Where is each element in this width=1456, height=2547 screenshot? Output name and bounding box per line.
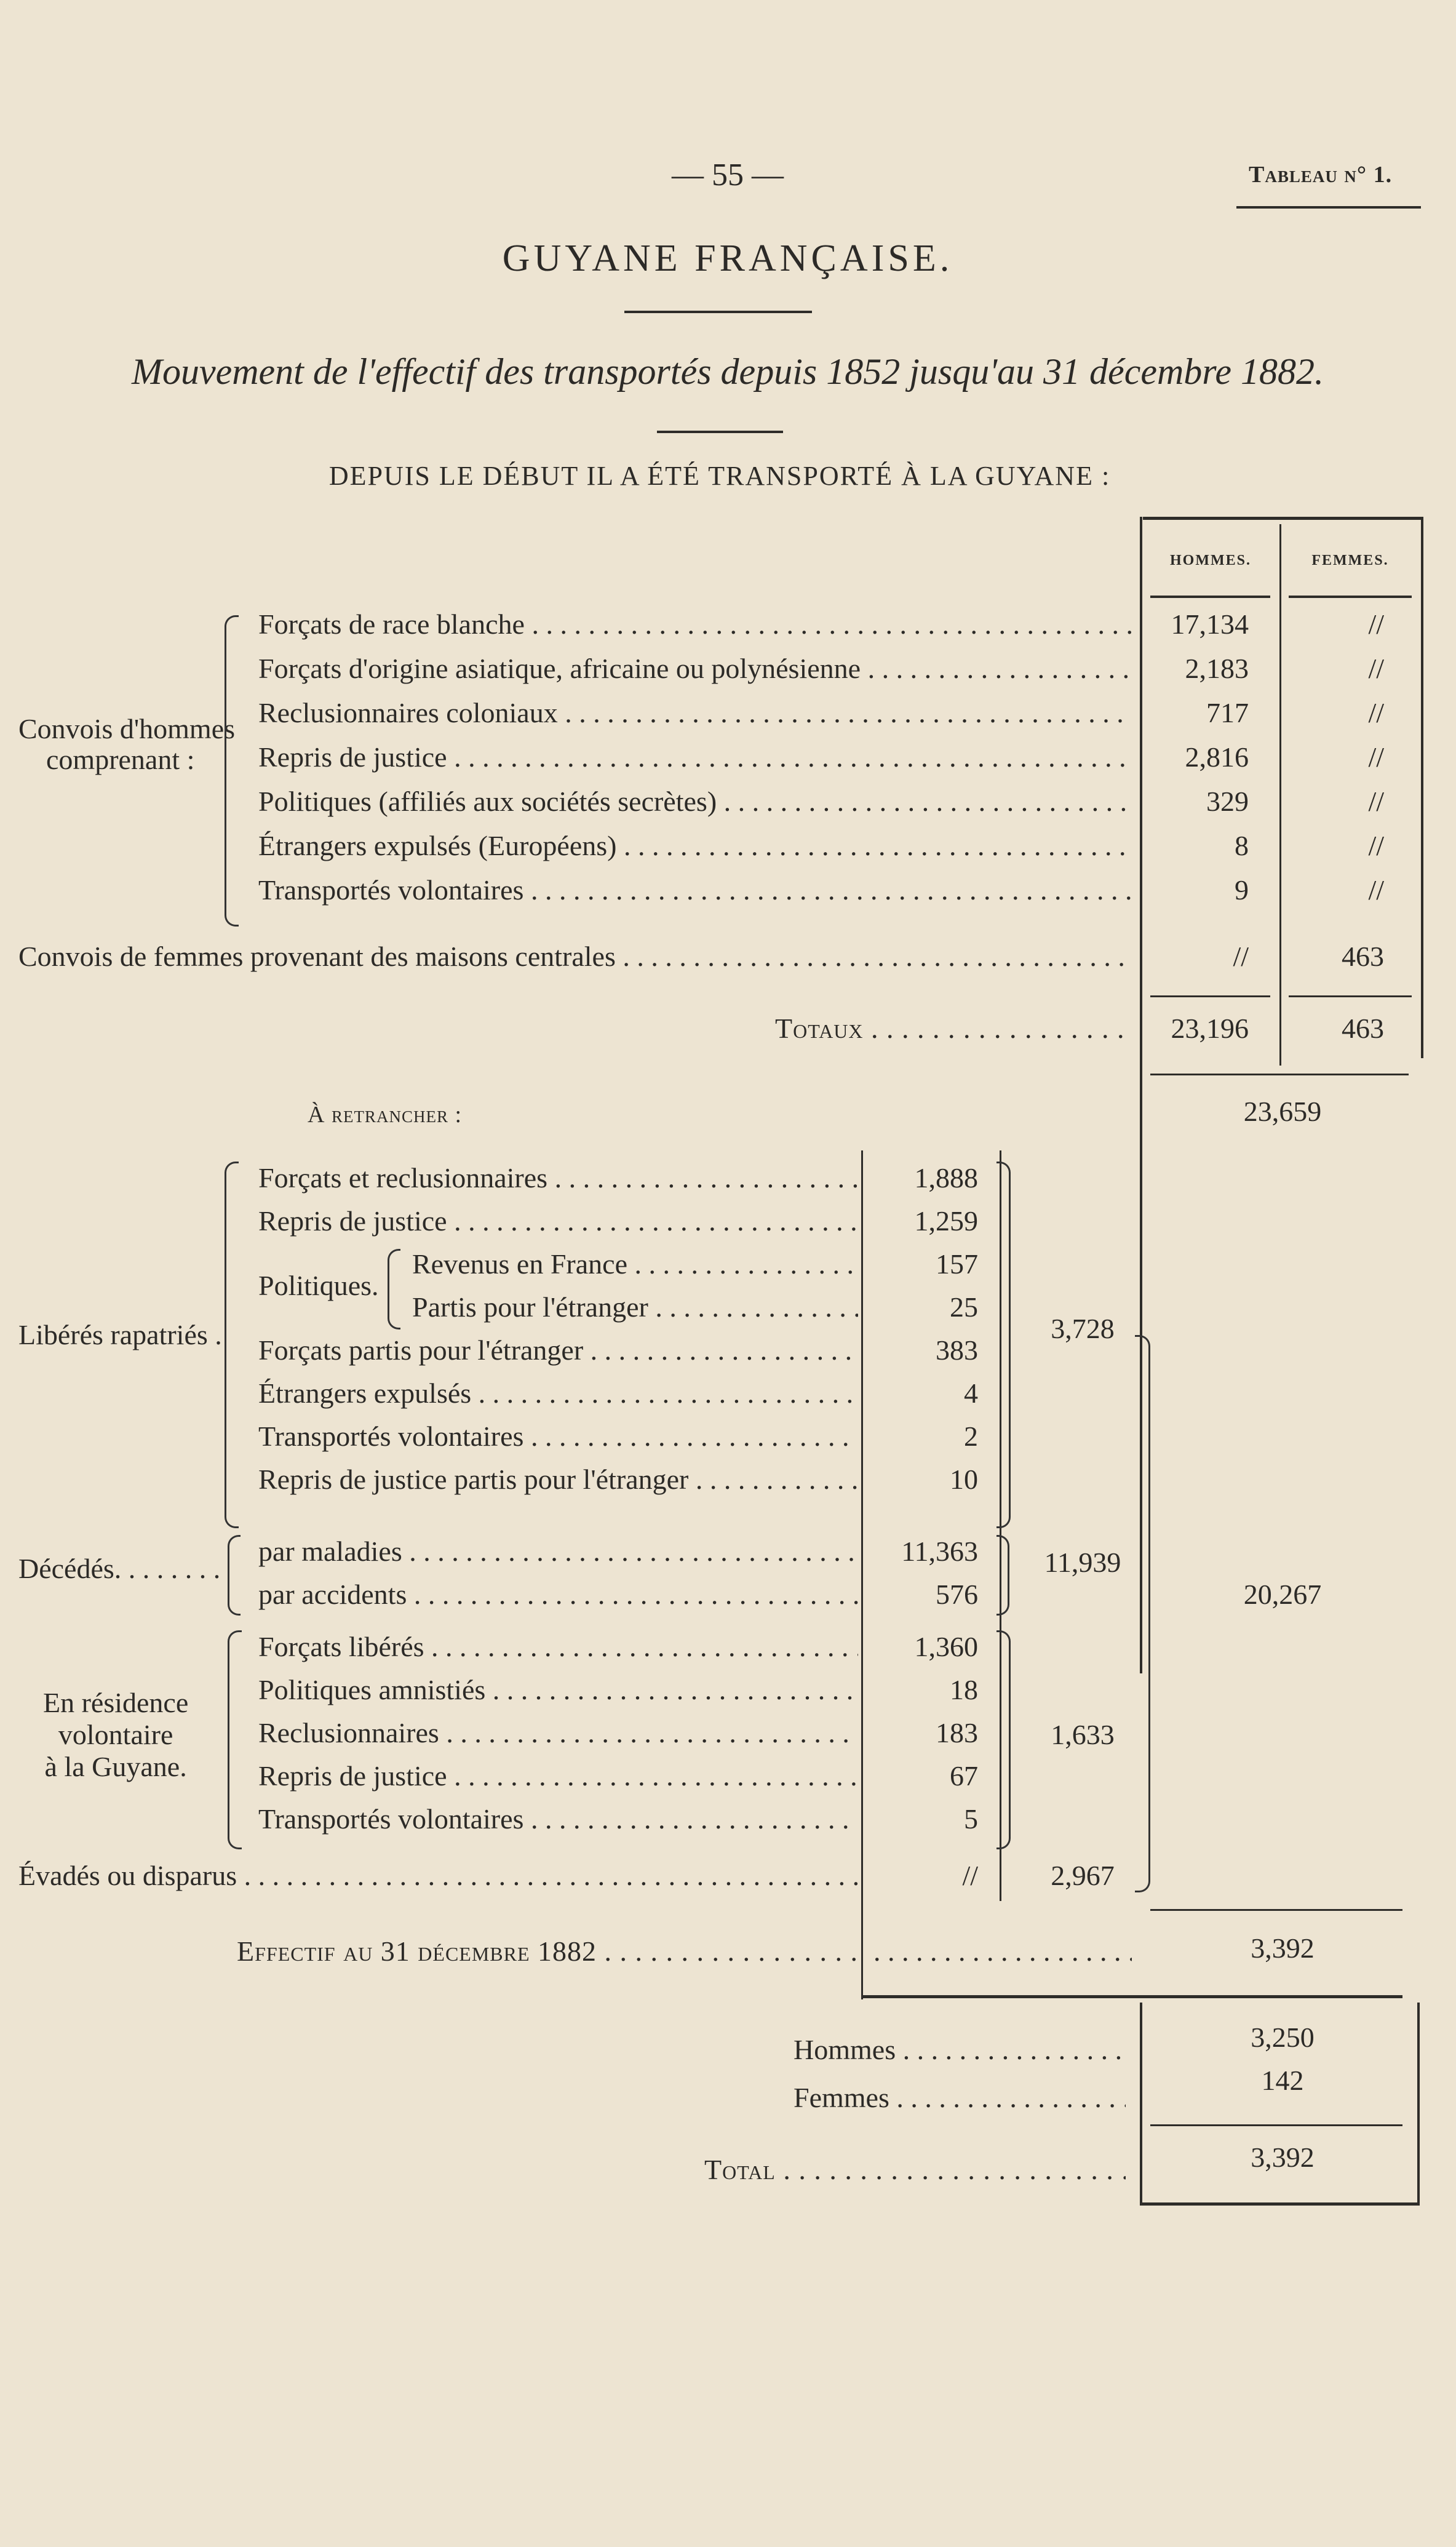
convoy-row-women: // — [1368, 653, 1384, 684]
liberes-row-label: Repris de justice . . . — [258, 1205, 858, 1237]
decedes-subtotal: 11,939 — [1044, 1547, 1121, 1578]
residence-label — [43, 1687, 188, 1783]
colony-title: GUYANE FRANÇAISE. — [502, 237, 953, 279]
title-rule — [624, 311, 812, 313]
femmes-value: 142 — [1261, 2065, 1304, 2096]
residence-row-label: Forçats libérés . . . — [258, 1630, 858, 1663]
effectif-value: 3,392 — [1251, 1932, 1315, 1964]
liberes-row-label: Forçats et reclusionnaires . . . — [258, 1162, 858, 1194]
totaux-rule-men — [1150, 995, 1270, 997]
residence-row-value: 1,360 — [914, 1631, 978, 1662]
convoy-row-women: // — [1368, 608, 1384, 640]
convoy-row-men: 329 — [1206, 786, 1249, 817]
retrancher-heading: À retrancher : — [308, 1102, 463, 1128]
convoy-row-label: Étrangers expulsés (Européens) . . . — [258, 829, 1132, 862]
box-right-rule — [1421, 517, 1423, 1058]
liberes-row-label: Transportés volontaires . . . — [258, 1420, 858, 1453]
liberes-row-value: 10 — [950, 1464, 978, 1495]
convoy-row-men: 2,816 — [1185, 741, 1249, 773]
convois-brace — [225, 615, 239, 927]
liberes-brace — [225, 1162, 239, 1528]
politiques-brace — [388, 1249, 400, 1329]
women-convoy-women: 463 — [1342, 941, 1384, 972]
totaux-women: 463 — [1342, 1013, 1384, 1044]
summary-box-right-rule — [1417, 2003, 1420, 2206]
convoy-row-label: Politiques (affiliés aux sociétés secrètes) . . . — [258, 785, 1132, 818]
column-separator — [1279, 524, 1281, 1066]
evades-value: // — [962, 1860, 978, 1891]
liberes-row-value: 383 — [936, 1334, 978, 1366]
politiques-label: Politiques. — [258, 1270, 379, 1301]
table-label-underline — [1236, 206, 1421, 209]
hommes-value: 3,250 — [1251, 2022, 1315, 2053]
decedes-brace — [228, 1535, 241, 1616]
residence-row-value: 67 — [950, 1760, 978, 1792]
total-rule — [1150, 2124, 1402, 2126]
box-top-rule — [1143, 517, 1423, 520]
liberes-row-value: 25 — [950, 1291, 978, 1323]
residence-row-value: 183 — [936, 1717, 978, 1748]
summary-box-left-rule — [1140, 2003, 1142, 2206]
convoy-row-label: Repris de justice . . . — [258, 741, 1132, 773]
totaux-men: 23,196 — [1171, 1013, 1249, 1044]
femmes-label: Femmes . . . — [794, 2081, 1126, 2114]
residence-label-line3: à la Guyane. — [44, 1751, 187, 1782]
residence-row-value: 5 — [964, 1803, 978, 1835]
residence-row-value: 18 — [950, 1674, 978, 1705]
summary-box-bottom-rule — [1140, 2202, 1420, 2206]
totaux-rule-women — [1289, 995, 1412, 997]
total-value: 3,392 — [1251, 2142, 1315, 2173]
liberes-row-value: 4 — [964, 1377, 978, 1409]
effectif-label: Effectif au 31 décembre 1882 . . . — [237, 1935, 861, 1967]
women-convoy-men: // — [1233, 941, 1249, 972]
retrancher-total-brace — [1135, 1335, 1150, 1892]
men-header-rule — [1150, 596, 1270, 598]
totaux-brace-line — [1150, 1074, 1409, 1075]
hommes-label: Hommes . . . — [794, 2033, 1126, 2066]
decedes-row-value: 576 — [936, 1579, 978, 1610]
decedes-label: Décédés. . . . . . . . — [18, 1553, 221, 1584]
convoy-row-label: Transportés volontaires . . . — [258, 874, 1132, 906]
residence-row-label: Repris de justice . . . — [258, 1760, 858, 1792]
effectif-bottom-rule — [861, 1995, 1402, 1998]
convoy-row-men: 8 — [1235, 830, 1249, 861]
liberes-row-value: 1,259 — [914, 1205, 978, 1237]
effectif-top-rule — [1150, 1909, 1402, 1911]
convoy-row-women: // — [1368, 741, 1384, 773]
totaux-label: Totaux . . . — [775, 1012, 1132, 1045]
liberes-row-label: Repris de justice partis pour l'étranger . . . — [258, 1463, 858, 1496]
table-label: Tableau n° 1. — [1249, 162, 1393, 188]
decedes-row-value: 11,363 — [901, 1536, 978, 1567]
evades-subtotal: 2,967 — [1051, 1860, 1115, 1891]
decedes-row-label: par maladies . . . — [258, 1535, 858, 1568]
liberes-row-label: Forçats partis pour l'étranger . . . — [258, 1334, 858, 1366]
residence-row-label: Transportés volontaires . . . — [258, 1803, 858, 1835]
convois-group-label — [18, 714, 235, 775]
residence-row-label: Politiques amnistiés . . . — [258, 1673, 858, 1706]
decedes-row-label: par accidents . . . — [258, 1578, 858, 1611]
retrancher-total: 20,267 — [1243, 1579, 1322, 1610]
grand-total: 23,659 — [1243, 1096, 1322, 1127]
convoy-row-women: // — [1368, 830, 1384, 861]
liberes-label: Libérés rapatriés . — [18, 1319, 222, 1350]
residence-label-line2: volontaire — [58, 1719, 173, 1750]
liberes-row-label: Partis pour l'étranger . . . — [412, 1291, 858, 1323]
liberes-row-label: Revenus en France . . . — [412, 1248, 858, 1280]
liberes-row-value: 157 — [936, 1248, 978, 1280]
residence-row-label: Reclusionnaires . . . — [258, 1716, 858, 1749]
convoy-row-men: 9 — [1235, 874, 1249, 906]
residence-brace — [228, 1630, 242, 1849]
liberes-row-label: Étrangers expulsés . . . — [258, 1377, 858, 1409]
page-number: — 55 — — [672, 157, 784, 193]
liberes-row-value: 1,888 — [914, 1162, 978, 1194]
decedes-subtotal-brace — [997, 1535, 1009, 1616]
convoy-row-label: Reclusionnaires coloniaux . . . — [258, 696, 1132, 729]
convoy-row-label: Forçats d'origine asiatique, africaine ou polynésienne . . . — [258, 652, 1132, 685]
convoy-row-men: 2,183 — [1185, 653, 1249, 684]
men-column-header: HOMMES. — [1170, 552, 1251, 568]
convoy-row-women: // — [1368, 786, 1384, 817]
convoy-row-label: Forçats de race blanche . . . — [258, 608, 1132, 640]
liberes-subtotal: 3,728 — [1051, 1313, 1115, 1344]
women-header-rule — [1289, 596, 1412, 598]
evades-label: Évadés ou disparus . . . — [18, 1859, 861, 1892]
convoy-row-women: // — [1368, 697, 1384, 728]
convois-label-line1: Convois d'hommes — [18, 713, 236, 744]
intro-line: DEPUIS LE DÉBUT IL A ÉTÉ TRANSPORTÉ À LA GUYANE : — [328, 461, 1111, 491]
convoy-row-women: // — [1368, 874, 1384, 906]
inner-column-left-rule — [861, 1150, 863, 1999]
women-column-header: FEMMES. — [1311, 552, 1389, 568]
subtitle-rule — [657, 431, 783, 433]
liberes-subtotal-brace — [997, 1162, 1011, 1528]
residence-subtotal-brace — [997, 1630, 1011, 1849]
women-convoy-label: Convois de femmes provenant des maisons centrales . . . — [18, 940, 1132, 973]
effectif-dots — [873, 1935, 1132, 1967]
convoy-row-men: 17,134 — [1171, 608, 1249, 640]
total-label: Total . . . — [704, 2153, 1126, 2186]
residence-subtotal: 1,633 — [1051, 1719, 1115, 1750]
convois-label-line2: comprenant : — [46, 744, 195, 775]
convoy-row-men: 717 — [1206, 697, 1249, 728]
subtitle: Mouvement de l'effectif des transportés depuis 1852 jusqu'au 31 décembre 1882. — [131, 351, 1324, 392]
liberes-row-value: 2 — [964, 1421, 978, 1452]
residence-label-line1: En résidence — [43, 1687, 189, 1718]
